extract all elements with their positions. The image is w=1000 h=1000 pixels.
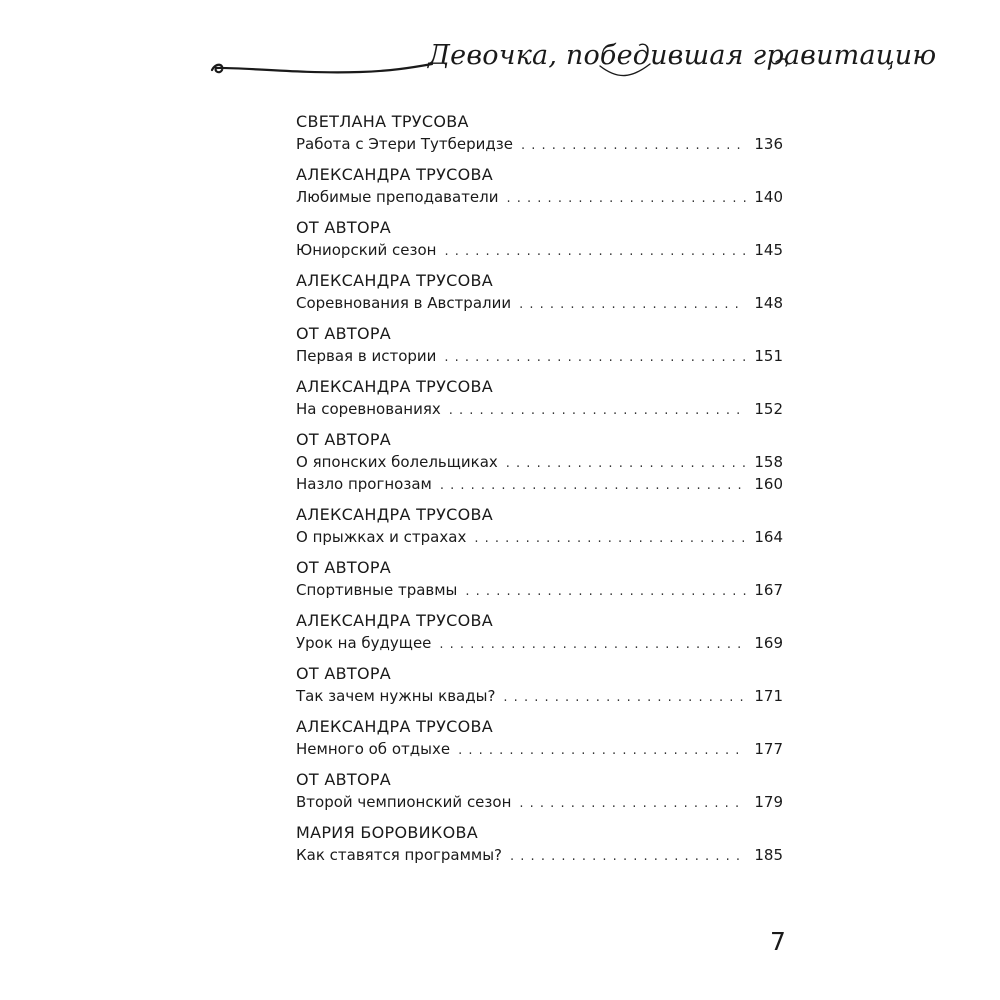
dot-leader — [507, 188, 747, 210]
toc-section — [296, 322, 783, 367]
toc-section — [296, 163, 783, 208]
toc-author: ОТ АВТОРА — [296, 218, 392, 237]
toc-section — [296, 609, 783, 654]
toc-entry[interactable] — [296, 473, 783, 495]
dot-leader — [474, 528, 746, 550]
toc-section — [296, 216, 783, 261]
dot-leader — [519, 793, 746, 815]
toc-author: АЛЕКСАНДРА ТРУСОВА — [296, 271, 494, 290]
toc-entry-page: 177 — [754, 740, 783, 758]
toc-entry[interactable] — [296, 791, 783, 813]
dot-leader — [506, 453, 747, 475]
toc-author: СВЕТЛАНА ТРУСОВА — [296, 112, 469, 131]
toc-entry[interactable] — [296, 579, 783, 601]
toc-entry[interactable] — [296, 292, 783, 314]
toc-entry-title: Как ставятся программы? — [296, 846, 503, 864]
toc-entry[interactable] — [296, 632, 783, 654]
dot-leader — [440, 475, 747, 497]
dot-leader — [439, 634, 746, 656]
toc-entry[interactable] — [296, 738, 783, 760]
toc-entry-page: 160 — [754, 475, 783, 493]
toc-author: ОТ АВТОРА — [296, 664, 392, 683]
toc-entry-title: Работа с Этери Тутберидзе — [296, 135, 513, 153]
toc-entry-page: 145 — [754, 241, 783, 259]
dot-leader — [521, 135, 746, 157]
toc-entry-title: Второй чемпионский сезон — [296, 793, 512, 811]
running-header-title: Девочка, победившая гравитацию — [428, 40, 937, 71]
dot-leader — [519, 294, 746, 316]
toc-entry-title: Назло прогнозам — [296, 475, 432, 493]
toc-entry-page: 151 — [754, 347, 783, 365]
toc-entry-page: 158 — [754, 453, 783, 471]
toc-section — [296, 662, 783, 707]
toc-entry-title: Первая в истории — [296, 347, 437, 365]
toc-section — [296, 821, 783, 866]
dot-leader — [503, 687, 746, 709]
toc-entry-page: 164 — [754, 528, 783, 546]
toc-entry[interactable] — [296, 844, 783, 866]
toc-entry[interactable] — [296, 133, 783, 155]
toc-entry-title: О прыжках и страхах — [296, 528, 467, 546]
toc-section — [296, 110, 783, 155]
toc-entry-page: 179 — [754, 793, 783, 811]
toc-entry-title: Соревнования в Австралии — [296, 294, 512, 312]
toc-entry[interactable] — [296, 186, 783, 208]
dot-leader — [444, 241, 746, 263]
toc-author: ОТ АВТОРА — [296, 430, 392, 449]
toc-author: АЛЕКСАНДРА ТРУСОВА — [296, 377, 494, 396]
toc-entry-title: Немного об отдыхе — [296, 740, 451, 758]
toc-entry-title: Спортивные травмы — [296, 581, 458, 599]
toc-entry-page: 167 — [754, 581, 783, 599]
toc-author: АЛЕКСАНДРА ТРУСОВА — [296, 505, 494, 524]
dot-leader — [444, 347, 746, 369]
toc-section — [296, 715, 783, 760]
toc-entry[interactable] — [296, 685, 783, 707]
dot-leader — [449, 400, 747, 422]
toc-entry[interactable] — [296, 239, 783, 261]
toc-section — [296, 269, 783, 314]
toc-entry-page: 136 — [754, 135, 783, 153]
toc-entry[interactable] — [296, 398, 783, 420]
toc-author: АЛЕКСАНДРА ТРУСОВА — [296, 165, 494, 184]
toc-entry[interactable] — [296, 526, 783, 548]
toc-section — [296, 556, 783, 601]
toc-entry[interactable] — [296, 345, 783, 367]
toc-entry-page: 169 — [754, 634, 783, 652]
toc-entry-page: 185 — [754, 846, 783, 864]
toc-entry-page: 171 — [754, 687, 783, 705]
toc-entry-page: 152 — [754, 400, 783, 418]
toc-author: АЛЕКСАНДРА ТРУСОВА — [296, 611, 494, 630]
toc-section — [296, 768, 783, 813]
dot-leader — [458, 740, 746, 762]
toc-section — [296, 503, 783, 548]
toc-author: ОТ АВТОРА — [296, 324, 392, 343]
toc-section — [296, 428, 783, 495]
toc-author: ОТ АВТОРА — [296, 770, 392, 789]
toc-entry-page: 148 — [754, 294, 783, 312]
toc-entry-title: Юниорский сезон — [296, 241, 437, 259]
dot-leader — [510, 846, 746, 868]
toc-entry[interactable] — [296, 451, 783, 473]
toc-entry-title: Урок на будущее — [296, 634, 432, 652]
toc-author: ОТ АВТОРА — [296, 558, 392, 577]
toc-author: МАРИЯ БОРОВИКОВА — [296, 823, 479, 842]
toc-author: АЛЕКСАНДРА ТРУСОВА — [296, 717, 494, 736]
toc-entry-page: 140 — [754, 188, 783, 206]
dot-leader — [465, 581, 746, 603]
toc-entry-title: На соревнованиях — [296, 400, 441, 418]
toc-entry-title: Так зачем нужны квады? — [296, 687, 496, 705]
page-number: 7 — [770, 927, 786, 956]
toc-entry-title: Любимые преподаватели — [296, 188, 499, 206]
toc-section — [296, 375, 783, 420]
toc-entry-title: О японских болельщиках — [296, 453, 498, 471]
table-of-contents — [296, 110, 783, 874]
